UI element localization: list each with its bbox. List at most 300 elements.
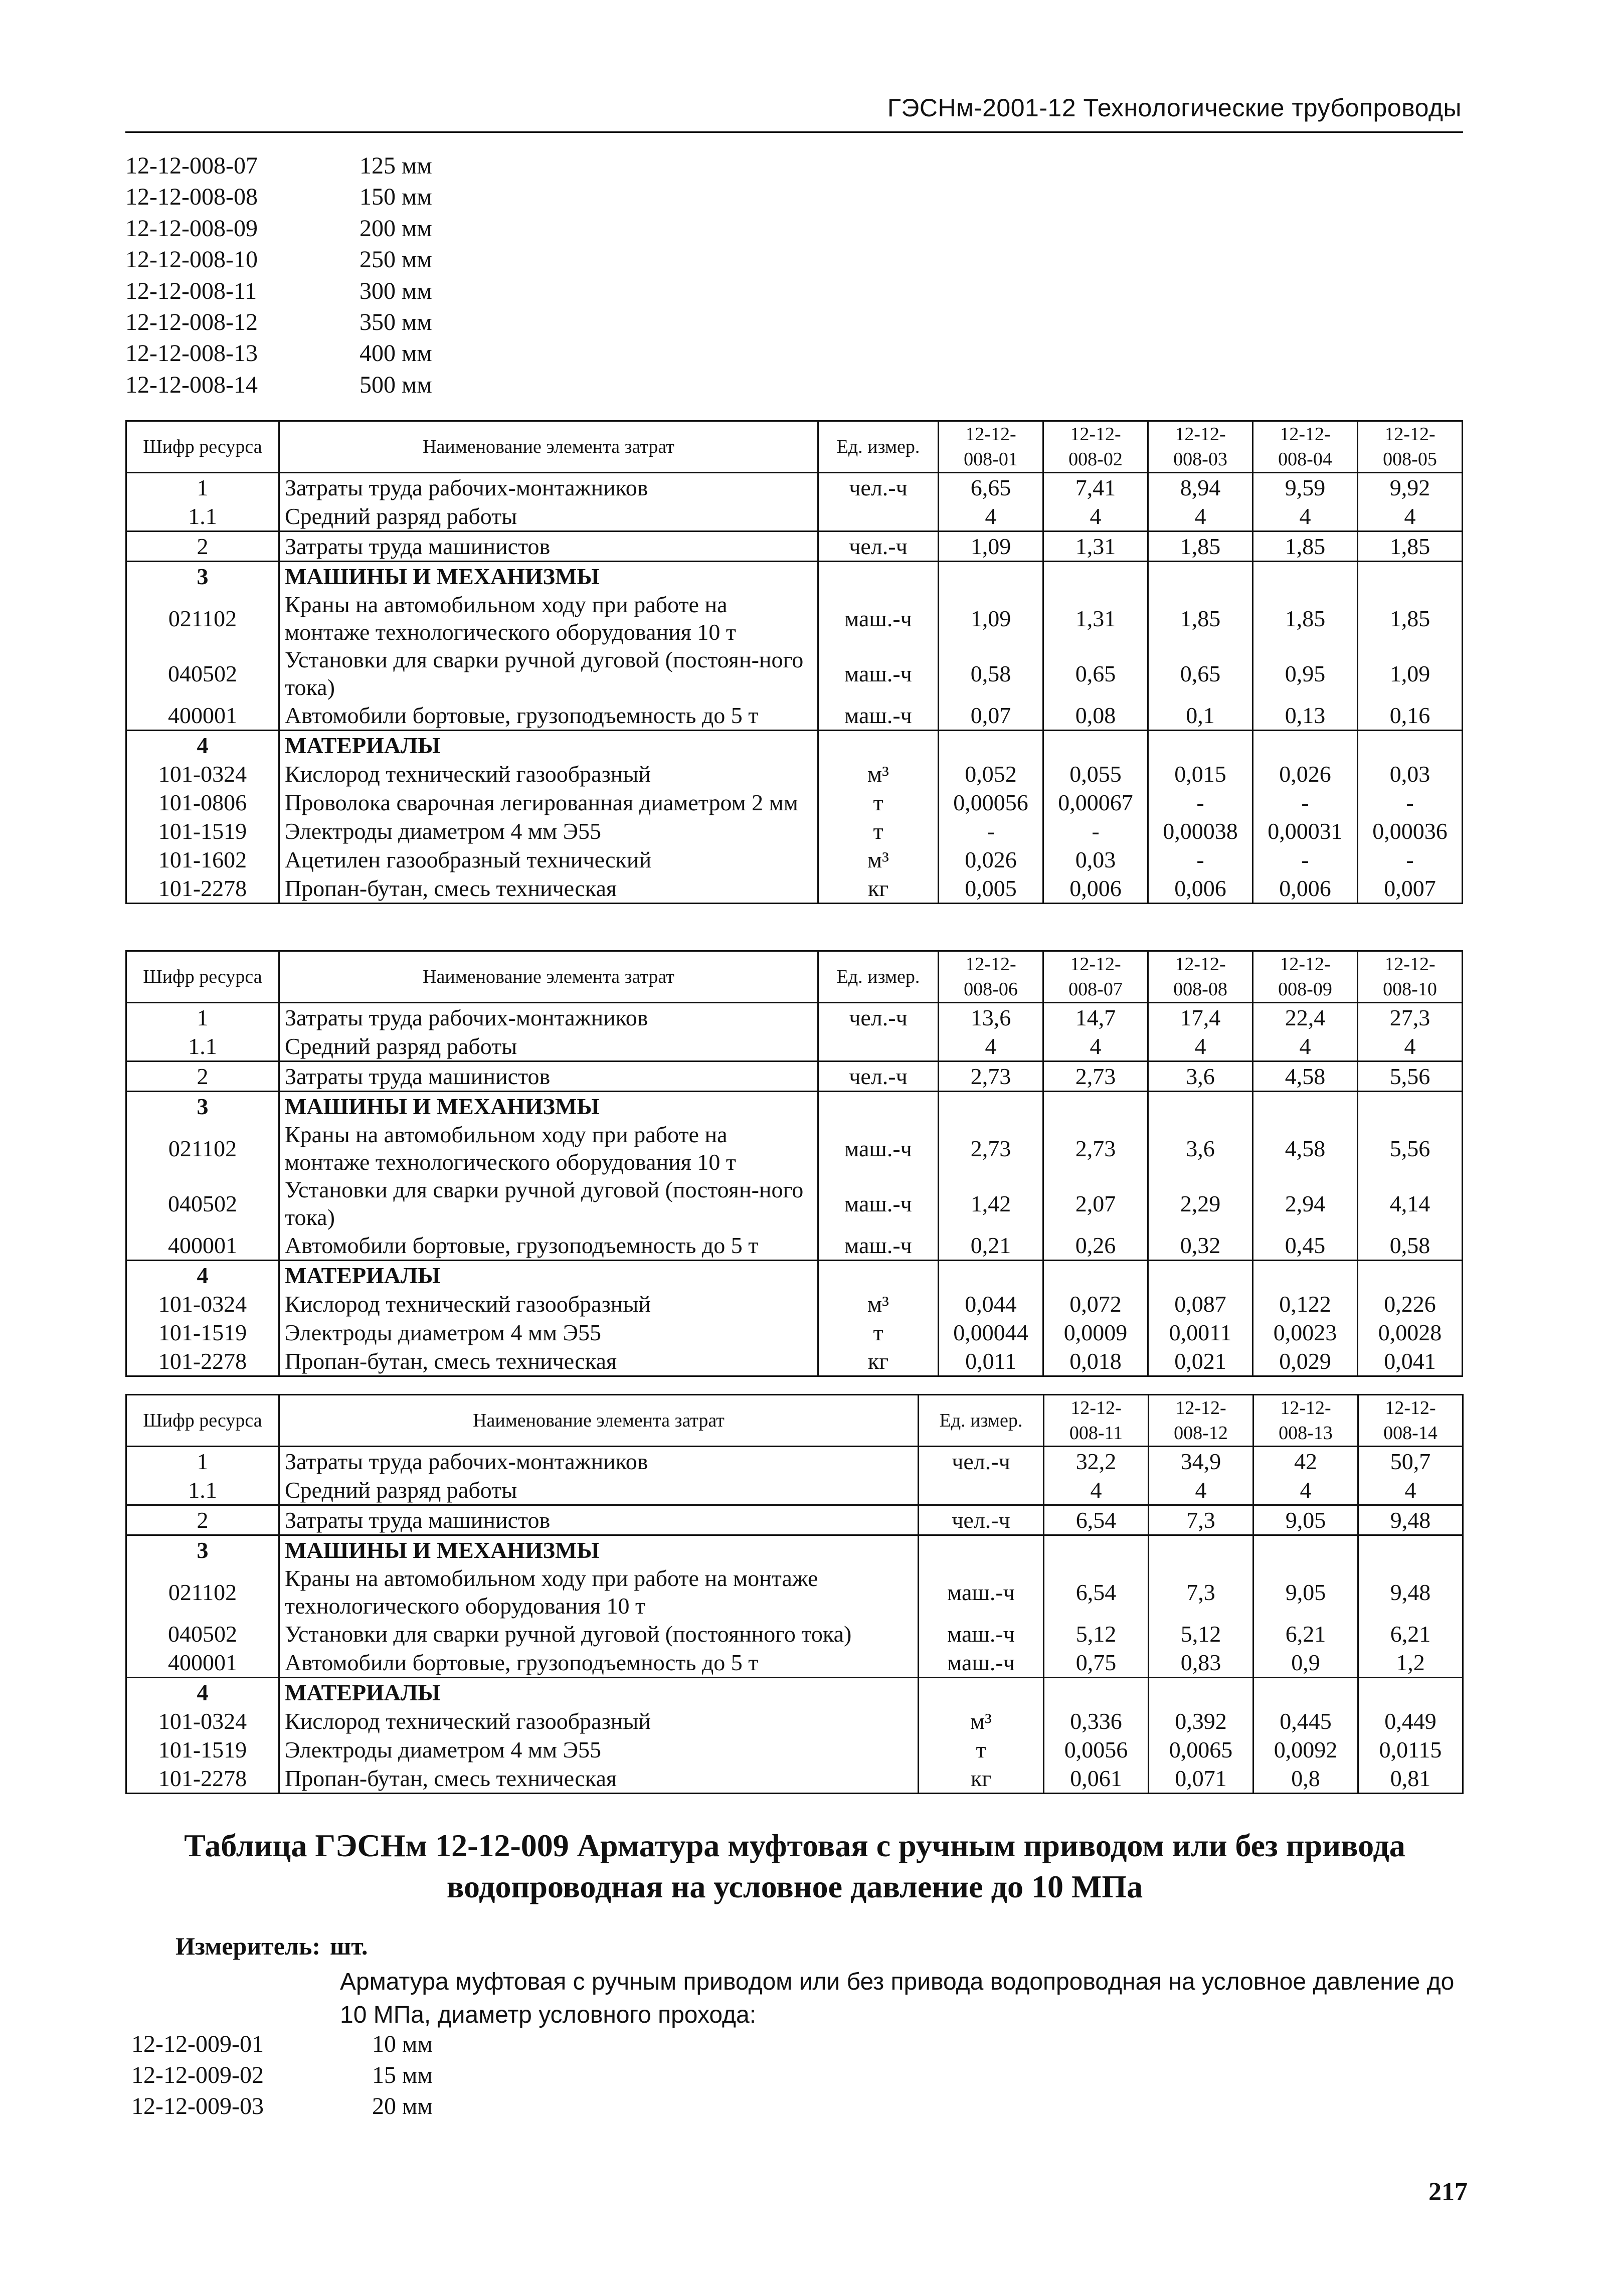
cell-code: 101-1519 bbox=[126, 1735, 279, 1764]
table-row bbox=[126, 788, 1463, 817]
item-size: 150 мм bbox=[360, 184, 432, 211]
cell-value: 1,31 bbox=[1043, 591, 1148, 646]
cell-value: 0,044 bbox=[939, 1290, 1043, 1318]
cell-value: 0,00036 bbox=[1358, 817, 1463, 845]
table-row bbox=[126, 1092, 1463, 1121]
column-header-rate: 12-12- 008-06 bbox=[939, 951, 1043, 1003]
table-row bbox=[126, 1003, 1463, 1032]
cell-value: 4 bbox=[1358, 1476, 1463, 1505]
item-code: 12-12-008-12 bbox=[125, 308, 258, 335]
cell-unit: маш.-ч bbox=[818, 1121, 939, 1176]
item-size: 200 мм bbox=[360, 215, 432, 242]
item-code: 12-12-009-03 bbox=[131, 2093, 264, 2120]
cell-code: 1.1 bbox=[126, 1032, 279, 1062]
cell-code: 040502 bbox=[126, 1176, 279, 1231]
cell-code: 4 bbox=[126, 731, 279, 760]
cell-value: 1,2 bbox=[1358, 1648, 1463, 1678]
column-header-rate: 12-12- 008-04 bbox=[1253, 421, 1358, 473]
cell-value bbox=[1358, 1092, 1463, 1121]
cell-value: 7,41 bbox=[1043, 473, 1148, 502]
column-header-rate: 12-12- 008-07 bbox=[1043, 951, 1148, 1003]
cell-value: 0,00044 bbox=[939, 1318, 1043, 1347]
column-header-name: Наименование элемента затрат bbox=[279, 951, 818, 1003]
column-header-rate: 12-12- 008-01 bbox=[939, 421, 1043, 473]
column-header-rate: 12-12- 008-03 bbox=[1148, 421, 1253, 473]
table-row bbox=[126, 845, 1463, 874]
code-list-item bbox=[125, 276, 432, 307]
cell-unit bbox=[818, 731, 939, 760]
cell-name: Средний разряд работы bbox=[279, 502, 818, 532]
cell-value: 4 bbox=[1253, 1476, 1358, 1505]
cell-value bbox=[1149, 1535, 1253, 1565]
cell-name: МАТЕРИАЛЫ bbox=[279, 1261, 818, 1290]
code-list-item bbox=[125, 244, 432, 275]
table-row bbox=[126, 1290, 1463, 1318]
column-header-rate: 12-12- 008-14 bbox=[1358, 1395, 1463, 1447]
table-row bbox=[126, 1620, 1463, 1648]
table-row bbox=[126, 1032, 1463, 1062]
cell-value bbox=[1043, 731, 1148, 760]
cell-value: 9,05 bbox=[1253, 1564, 1358, 1620]
cell-value: 0,1 bbox=[1148, 701, 1253, 731]
cell-value: 0,26 bbox=[1043, 1231, 1148, 1261]
cell-value: 1,85 bbox=[1148, 532, 1253, 562]
table-row bbox=[126, 1318, 1463, 1347]
item-code: 12-12-008-07 bbox=[125, 152, 258, 179]
cell-value: 1,85 bbox=[1253, 532, 1358, 562]
cell-value: 0,08 bbox=[1043, 701, 1148, 731]
item-size: 500 мм bbox=[360, 371, 432, 398]
cell-unit bbox=[919, 1678, 1044, 1707]
table-row bbox=[126, 1735, 1463, 1764]
cell-unit: кг bbox=[818, 874, 939, 904]
cell-code: 1.1 bbox=[126, 1476, 279, 1505]
table-row bbox=[126, 874, 1463, 904]
cell-unit: кг bbox=[818, 1347, 939, 1376]
cell-name: Затраты труда рабочих-монтажников bbox=[279, 1003, 818, 1032]
cell-value bbox=[1253, 1092, 1358, 1121]
cell-unit: маш.-ч bbox=[818, 701, 939, 731]
cell-value bbox=[1043, 1261, 1148, 1290]
table-row bbox=[126, 1121, 1463, 1176]
cell-unit: т bbox=[818, 788, 939, 817]
cell-code: 101-0324 bbox=[126, 1290, 279, 1318]
cell-value: 2,94 bbox=[1253, 1176, 1358, 1231]
item-size: 20 мм bbox=[372, 2093, 433, 2120]
cell-name: Электроды диаметром 4 мм Э55 bbox=[279, 1735, 919, 1764]
column-header-rate: 12-12- 008-11 bbox=[1044, 1395, 1149, 1447]
cell-value bbox=[1253, 1261, 1358, 1290]
cell-unit: м³ bbox=[818, 845, 939, 874]
cell-name: Автомобили бортовые, грузоподъемность до 5 т bbox=[279, 1231, 818, 1261]
cell-value: 0,00056 bbox=[939, 788, 1043, 817]
cell-value: - bbox=[1253, 788, 1358, 817]
cell-value: 0,00067 bbox=[1043, 788, 1148, 817]
cell-value: 0,21 bbox=[939, 1231, 1043, 1261]
cell-code: 101-0324 bbox=[126, 760, 279, 788]
column-header-rate: 12-12- 008-02 bbox=[1043, 421, 1148, 473]
column-header-rate: 12-12- 008-10 bbox=[1358, 951, 1463, 1003]
cell-name: Установки для сварки ручной дуговой (постоян-ного тока) bbox=[279, 646, 818, 701]
cell-value: 3,6 bbox=[1148, 1121, 1253, 1176]
table-row bbox=[126, 1505, 1463, 1535]
cell-value: 1,31 bbox=[1043, 532, 1148, 562]
cell-value: 32,2 bbox=[1044, 1447, 1149, 1476]
table-row bbox=[126, 1062, 1463, 1092]
cell-value: 2,29 bbox=[1148, 1176, 1253, 1231]
column-header-name: Наименование элемента затрат bbox=[279, 421, 818, 473]
cell-code: 021102 bbox=[126, 1564, 279, 1620]
cell-name: Пропан-бутан, смесь техническая bbox=[279, 1347, 818, 1376]
cell-name: Автомобили бортовые, грузоподъемность до 5 т bbox=[279, 1648, 919, 1678]
cell-value: 22,4 bbox=[1253, 1003, 1358, 1032]
cell-unit: чел.-ч bbox=[818, 1062, 939, 1092]
item-size: 125 мм bbox=[360, 152, 432, 179]
cell-value: 5,56 bbox=[1358, 1062, 1463, 1092]
cell-value: 2,73 bbox=[1043, 1062, 1148, 1092]
cell-value: 0,0065 bbox=[1149, 1735, 1253, 1764]
cell-value: 0,0092 bbox=[1253, 1735, 1358, 1764]
column-header-code: Шифр ресурса bbox=[126, 421, 279, 473]
table-header-row bbox=[126, 421, 1463, 473]
cell-value: 9,92 bbox=[1358, 473, 1463, 502]
cell-value: 0,0115 bbox=[1358, 1735, 1463, 1764]
cell-value bbox=[1253, 731, 1358, 760]
code-list-item bbox=[125, 338, 432, 369]
cell-code: 021102 bbox=[126, 1121, 279, 1176]
cell-value bbox=[939, 1092, 1043, 1121]
cell-code: 101-1519 bbox=[126, 1318, 279, 1347]
cell-name: МАШИНЫ И МЕХАНИЗМЫ bbox=[279, 1535, 919, 1565]
cell-value: 14,7 bbox=[1043, 1003, 1148, 1032]
column-header-code: Шифр ресурса bbox=[126, 951, 279, 1003]
cell-value: 0,041 bbox=[1358, 1347, 1463, 1376]
cell-value: 1,85 bbox=[1148, 591, 1253, 646]
cell-unit: т bbox=[818, 817, 939, 845]
cell-value: 5,12 bbox=[1044, 1620, 1149, 1648]
cell-value bbox=[1253, 1678, 1358, 1707]
cell-name: Краны на автомобильном ходу при работе на монтаже технологического оборудования 10 т bbox=[279, 1564, 919, 1620]
cell-code: 021102 bbox=[126, 591, 279, 646]
cell-unit: м³ bbox=[818, 1290, 939, 1318]
table-row bbox=[126, 817, 1463, 845]
cell-value: 6,54 bbox=[1044, 1505, 1149, 1535]
table-row bbox=[126, 1764, 1463, 1794]
cell-unit bbox=[919, 1535, 1044, 1565]
table-row bbox=[126, 1347, 1463, 1376]
code-list-item bbox=[125, 182, 432, 213]
cell-value: 9,48 bbox=[1358, 1564, 1463, 1620]
table-title: Таблица ГЭСНм 12-12-009 Арматура муфтовая с ручным приводом или без привода водопроводная на условное давление до 10 МПа bbox=[184, 1828, 1405, 1904]
cell-value: 1,42 bbox=[939, 1176, 1043, 1231]
cell-value: 0,015 bbox=[1148, 760, 1253, 788]
cell-name: Кислород технический газообразный bbox=[279, 760, 818, 788]
cell-value: 3,6 bbox=[1148, 1062, 1253, 1092]
cell-value: 4 bbox=[1149, 1476, 1253, 1505]
cell-unit bbox=[818, 1092, 939, 1121]
code-list-item bbox=[125, 213, 432, 244]
cell-value: 7,3 bbox=[1149, 1564, 1253, 1620]
cell-value: 0,45 bbox=[1253, 1231, 1358, 1261]
cell-value: 0,03 bbox=[1043, 845, 1148, 874]
cell-value: 0,021 bbox=[1148, 1347, 1253, 1376]
table-row bbox=[126, 1564, 1463, 1620]
page-number: 217 bbox=[1428, 2178, 1468, 2206]
cell-value: 2,07 bbox=[1043, 1176, 1148, 1231]
table-row bbox=[126, 562, 1463, 591]
cell-code: 2 bbox=[126, 532, 279, 562]
cell-unit: кг bbox=[919, 1764, 1044, 1794]
running-header: ГЭСНм-2001-12 Технологические трубопроводы bbox=[887, 94, 1462, 122]
cell-code: 101-2278 bbox=[126, 874, 279, 904]
cell-value bbox=[1044, 1678, 1149, 1707]
cell-value: 0,006 bbox=[1253, 874, 1358, 904]
column-header-rate: 12-12- 008-13 bbox=[1253, 1395, 1358, 1447]
cell-value: 4,58 bbox=[1253, 1121, 1358, 1176]
item-code: 12-12-008-13 bbox=[125, 340, 258, 367]
cell-value: 6,21 bbox=[1253, 1620, 1358, 1648]
cell-unit bbox=[818, 502, 939, 532]
cell-name: Пропан-бутан, смесь техническая bbox=[279, 1764, 919, 1794]
resource-table bbox=[125, 950, 1463, 1377]
cell-unit: чел.-ч bbox=[818, 1003, 939, 1032]
cell-code: 040502 bbox=[126, 1620, 279, 1648]
cell-value bbox=[1253, 1535, 1358, 1565]
table-row bbox=[126, 473, 1463, 502]
code-list-item bbox=[131, 2060, 433, 2091]
cell-value: 0,9 bbox=[1253, 1648, 1358, 1678]
cell-value: 0,026 bbox=[939, 845, 1043, 874]
item-code: 12-12-008-11 bbox=[125, 277, 257, 304]
cell-value: 0,65 bbox=[1148, 646, 1253, 701]
cell-value: - bbox=[1148, 845, 1253, 874]
cell-value: 0,03 bbox=[1358, 760, 1463, 788]
cell-value bbox=[1148, 1261, 1253, 1290]
table-row bbox=[126, 701, 1463, 731]
cell-value: 0,006 bbox=[1043, 874, 1148, 904]
column-header-rate: 12-12- 008-09 bbox=[1253, 951, 1358, 1003]
cell-value: 0,392 bbox=[1149, 1707, 1253, 1735]
table-row bbox=[126, 1476, 1463, 1505]
cell-value: 0,336 bbox=[1044, 1707, 1149, 1735]
cell-value: 0,07 bbox=[939, 701, 1043, 731]
cell-value: 0,011 bbox=[939, 1347, 1043, 1376]
cell-code: 4 bbox=[126, 1261, 279, 1290]
cell-unit: м³ bbox=[818, 760, 939, 788]
cell-value: 4,58 bbox=[1253, 1062, 1358, 1092]
table-description: Арматура муфтовая с ручным приводом или без привода водопроводная на условное давление до 10 МПа, диаметр условного прохода: bbox=[340, 1969, 1455, 2028]
cell-code: 1 bbox=[126, 473, 279, 502]
table-row bbox=[126, 1447, 1463, 1476]
cell-unit: т bbox=[919, 1735, 1044, 1764]
cell-name: Кислород технический газообразный bbox=[279, 1290, 818, 1318]
cell-value: 1,09 bbox=[939, 591, 1043, 646]
cell-value bbox=[939, 731, 1043, 760]
cell-unit bbox=[919, 1476, 1044, 1505]
cell-value bbox=[1149, 1678, 1253, 1707]
cell-unit: маш.-ч bbox=[818, 646, 939, 701]
cell-value: - bbox=[1253, 845, 1358, 874]
table-row bbox=[126, 1535, 1463, 1565]
cell-code: 101-1519 bbox=[126, 817, 279, 845]
table-row bbox=[126, 591, 1463, 646]
resource-table bbox=[125, 420, 1463, 904]
cell-code: 101-2278 bbox=[126, 1764, 279, 1794]
cell-name: МАШИНЫ И МЕХАНИЗМЫ bbox=[279, 1092, 818, 1121]
cell-value: 7,3 bbox=[1149, 1505, 1253, 1535]
cell-value: 1,85 bbox=[1358, 532, 1463, 562]
cell-value: 1,09 bbox=[1358, 646, 1463, 701]
cell-value: 0,0028 bbox=[1358, 1318, 1463, 1347]
cell-value bbox=[1044, 1535, 1149, 1565]
item-size: 300 мм bbox=[360, 277, 432, 304]
column-header-rate: 12-12- 008-08 bbox=[1148, 951, 1253, 1003]
cell-value: 2,73 bbox=[939, 1062, 1043, 1092]
cell-value bbox=[1358, 1261, 1463, 1290]
code-list-item bbox=[125, 370, 432, 401]
cell-value: 0,8 bbox=[1253, 1764, 1358, 1794]
cell-name: Затраты труда машинистов bbox=[279, 1062, 818, 1092]
cell-name: МАТЕРИАЛЫ bbox=[279, 1678, 919, 1707]
cell-code: 040502 bbox=[126, 646, 279, 701]
cell-value: 0,005 bbox=[939, 874, 1043, 904]
cell-value: 0,83 bbox=[1149, 1648, 1253, 1678]
cell-name: Затраты труда рабочих-монтажников bbox=[279, 1447, 919, 1476]
cell-value: 5,12 bbox=[1149, 1620, 1253, 1648]
cell-value: 0,061 bbox=[1044, 1764, 1149, 1794]
meter-value: шт. bbox=[330, 1932, 368, 1960]
cell-value: 4 bbox=[1148, 1032, 1253, 1062]
cell-value: 0,0023 bbox=[1253, 1318, 1358, 1347]
cell-name: Затраты труда рабочих-монтажников bbox=[279, 473, 818, 502]
cell-code: 101-1602 bbox=[126, 845, 279, 874]
cell-code: 3 bbox=[126, 1535, 279, 1565]
code-list-item bbox=[125, 150, 432, 182]
table-row bbox=[126, 1231, 1463, 1261]
cell-value: - bbox=[1358, 845, 1463, 874]
cell-value: - bbox=[1043, 817, 1148, 845]
cell-value: 0,0009 bbox=[1043, 1318, 1148, 1347]
column-header-rate: 12-12- 008-05 bbox=[1358, 421, 1463, 473]
cell-code: 2 bbox=[126, 1505, 279, 1535]
item-code: 12-12-008-10 bbox=[125, 246, 258, 273]
cell-value: 0,006 bbox=[1148, 874, 1253, 904]
cell-value: 4 bbox=[939, 502, 1043, 532]
table-row bbox=[126, 1707, 1463, 1735]
cell-name: Ацетилен газообразный технический bbox=[279, 845, 818, 874]
cell-unit bbox=[818, 1261, 939, 1290]
cell-code: 1 bbox=[126, 1003, 279, 1032]
table-row bbox=[126, 1261, 1463, 1290]
code-list-2 bbox=[131, 2029, 433, 2122]
cell-value bbox=[1358, 562, 1463, 591]
cell-value: 0,81 bbox=[1358, 1764, 1463, 1794]
cell-name: Затраты труда машинистов bbox=[279, 532, 818, 562]
cell-code: 1 bbox=[126, 1447, 279, 1476]
column-header-unit: Ед. измер. bbox=[818, 951, 939, 1003]
cell-code: 101-0324 bbox=[126, 1707, 279, 1735]
item-code: 12-12-009-01 bbox=[131, 2031, 264, 2057]
code-list bbox=[125, 150, 432, 401]
column-header-unit: Ед. измер. bbox=[919, 1395, 1044, 1447]
cell-value: 5,56 bbox=[1358, 1121, 1463, 1176]
cell-name: Средний разряд работы bbox=[279, 1032, 818, 1062]
cell-value: 0,16 bbox=[1358, 701, 1463, 731]
cell-value: - bbox=[1358, 788, 1463, 817]
cell-value: 9,48 bbox=[1358, 1505, 1463, 1535]
item-code: 12-12-008-14 bbox=[125, 371, 258, 398]
cell-value: 0,445 bbox=[1253, 1707, 1358, 1735]
cell-value: 2,73 bbox=[939, 1121, 1043, 1176]
cell-code: 400001 bbox=[126, 1648, 279, 1678]
cell-value: 0,029 bbox=[1253, 1347, 1358, 1376]
code-list-item bbox=[131, 2091, 433, 2122]
cell-value: 0,00031 bbox=[1253, 817, 1358, 845]
cell-unit: чел.-ч bbox=[818, 473, 939, 502]
cell-value bbox=[1358, 1535, 1463, 1565]
cell-value: 8,94 bbox=[1148, 473, 1253, 502]
cell-value bbox=[1148, 731, 1253, 760]
cell-code: 400001 bbox=[126, 701, 279, 731]
cell-code: 4 bbox=[126, 1678, 279, 1707]
cell-code: 400001 bbox=[126, 1231, 279, 1261]
cell-value: 4 bbox=[1043, 502, 1148, 532]
cell-unit: т bbox=[818, 1318, 939, 1347]
column-header-unit: Ед. измер. bbox=[818, 421, 939, 473]
code-list-item bbox=[125, 307, 432, 338]
cell-value: 4 bbox=[939, 1032, 1043, 1062]
table-row bbox=[126, 731, 1463, 760]
cell-value: 4 bbox=[1253, 1032, 1358, 1062]
cell-unit: чел.-ч bbox=[919, 1505, 1044, 1535]
cell-value: 6,21 bbox=[1358, 1620, 1463, 1648]
cell-value: 50,7 bbox=[1358, 1447, 1463, 1476]
table-row bbox=[126, 1648, 1463, 1678]
cell-unit: маш.-ч bbox=[818, 1231, 939, 1261]
table-row bbox=[126, 760, 1463, 788]
cell-value: 0,13 bbox=[1253, 701, 1358, 731]
cell-value: 4 bbox=[1148, 502, 1253, 532]
cell-code: 3 bbox=[126, 1092, 279, 1121]
cell-value: 4 bbox=[1358, 1032, 1463, 1062]
cell-value: 27,3 bbox=[1358, 1003, 1463, 1032]
cell-value: 0,0011 bbox=[1148, 1318, 1253, 1347]
cell-value: - bbox=[1148, 788, 1253, 817]
cell-unit bbox=[818, 562, 939, 591]
cell-value: 6,65 bbox=[939, 473, 1043, 502]
item-size: 15 мм bbox=[372, 2062, 433, 2088]
cell-name: Пропан-бутан, смесь техническая bbox=[279, 874, 818, 904]
table-row bbox=[126, 502, 1463, 532]
cell-value bbox=[939, 562, 1043, 591]
header-rule bbox=[125, 131, 1463, 133]
cell-unit bbox=[818, 1032, 939, 1062]
cell-name: Электроды диаметром 4 мм Э55 bbox=[279, 817, 818, 845]
cell-value: 42 bbox=[1253, 1447, 1358, 1476]
cell-name: Затраты труда машинистов bbox=[279, 1505, 919, 1535]
cell-value: 17,4 bbox=[1148, 1003, 1253, 1032]
item-size: 350 мм bbox=[360, 308, 432, 335]
cell-value: 0,65 bbox=[1043, 646, 1148, 701]
cell-value bbox=[1253, 562, 1358, 591]
cell-value: 6,54 bbox=[1044, 1564, 1149, 1620]
cell-unit: чел.-ч bbox=[919, 1447, 1044, 1476]
cell-unit: маш.-ч bbox=[818, 1176, 939, 1231]
cell-name: Краны на автомобильном ходу при работе на монтаже технологического оборудования 10 т bbox=[279, 1121, 818, 1176]
cell-unit: м³ bbox=[919, 1707, 1044, 1735]
table-header-row bbox=[126, 951, 1463, 1003]
cell-value: 4 bbox=[1043, 1032, 1148, 1062]
